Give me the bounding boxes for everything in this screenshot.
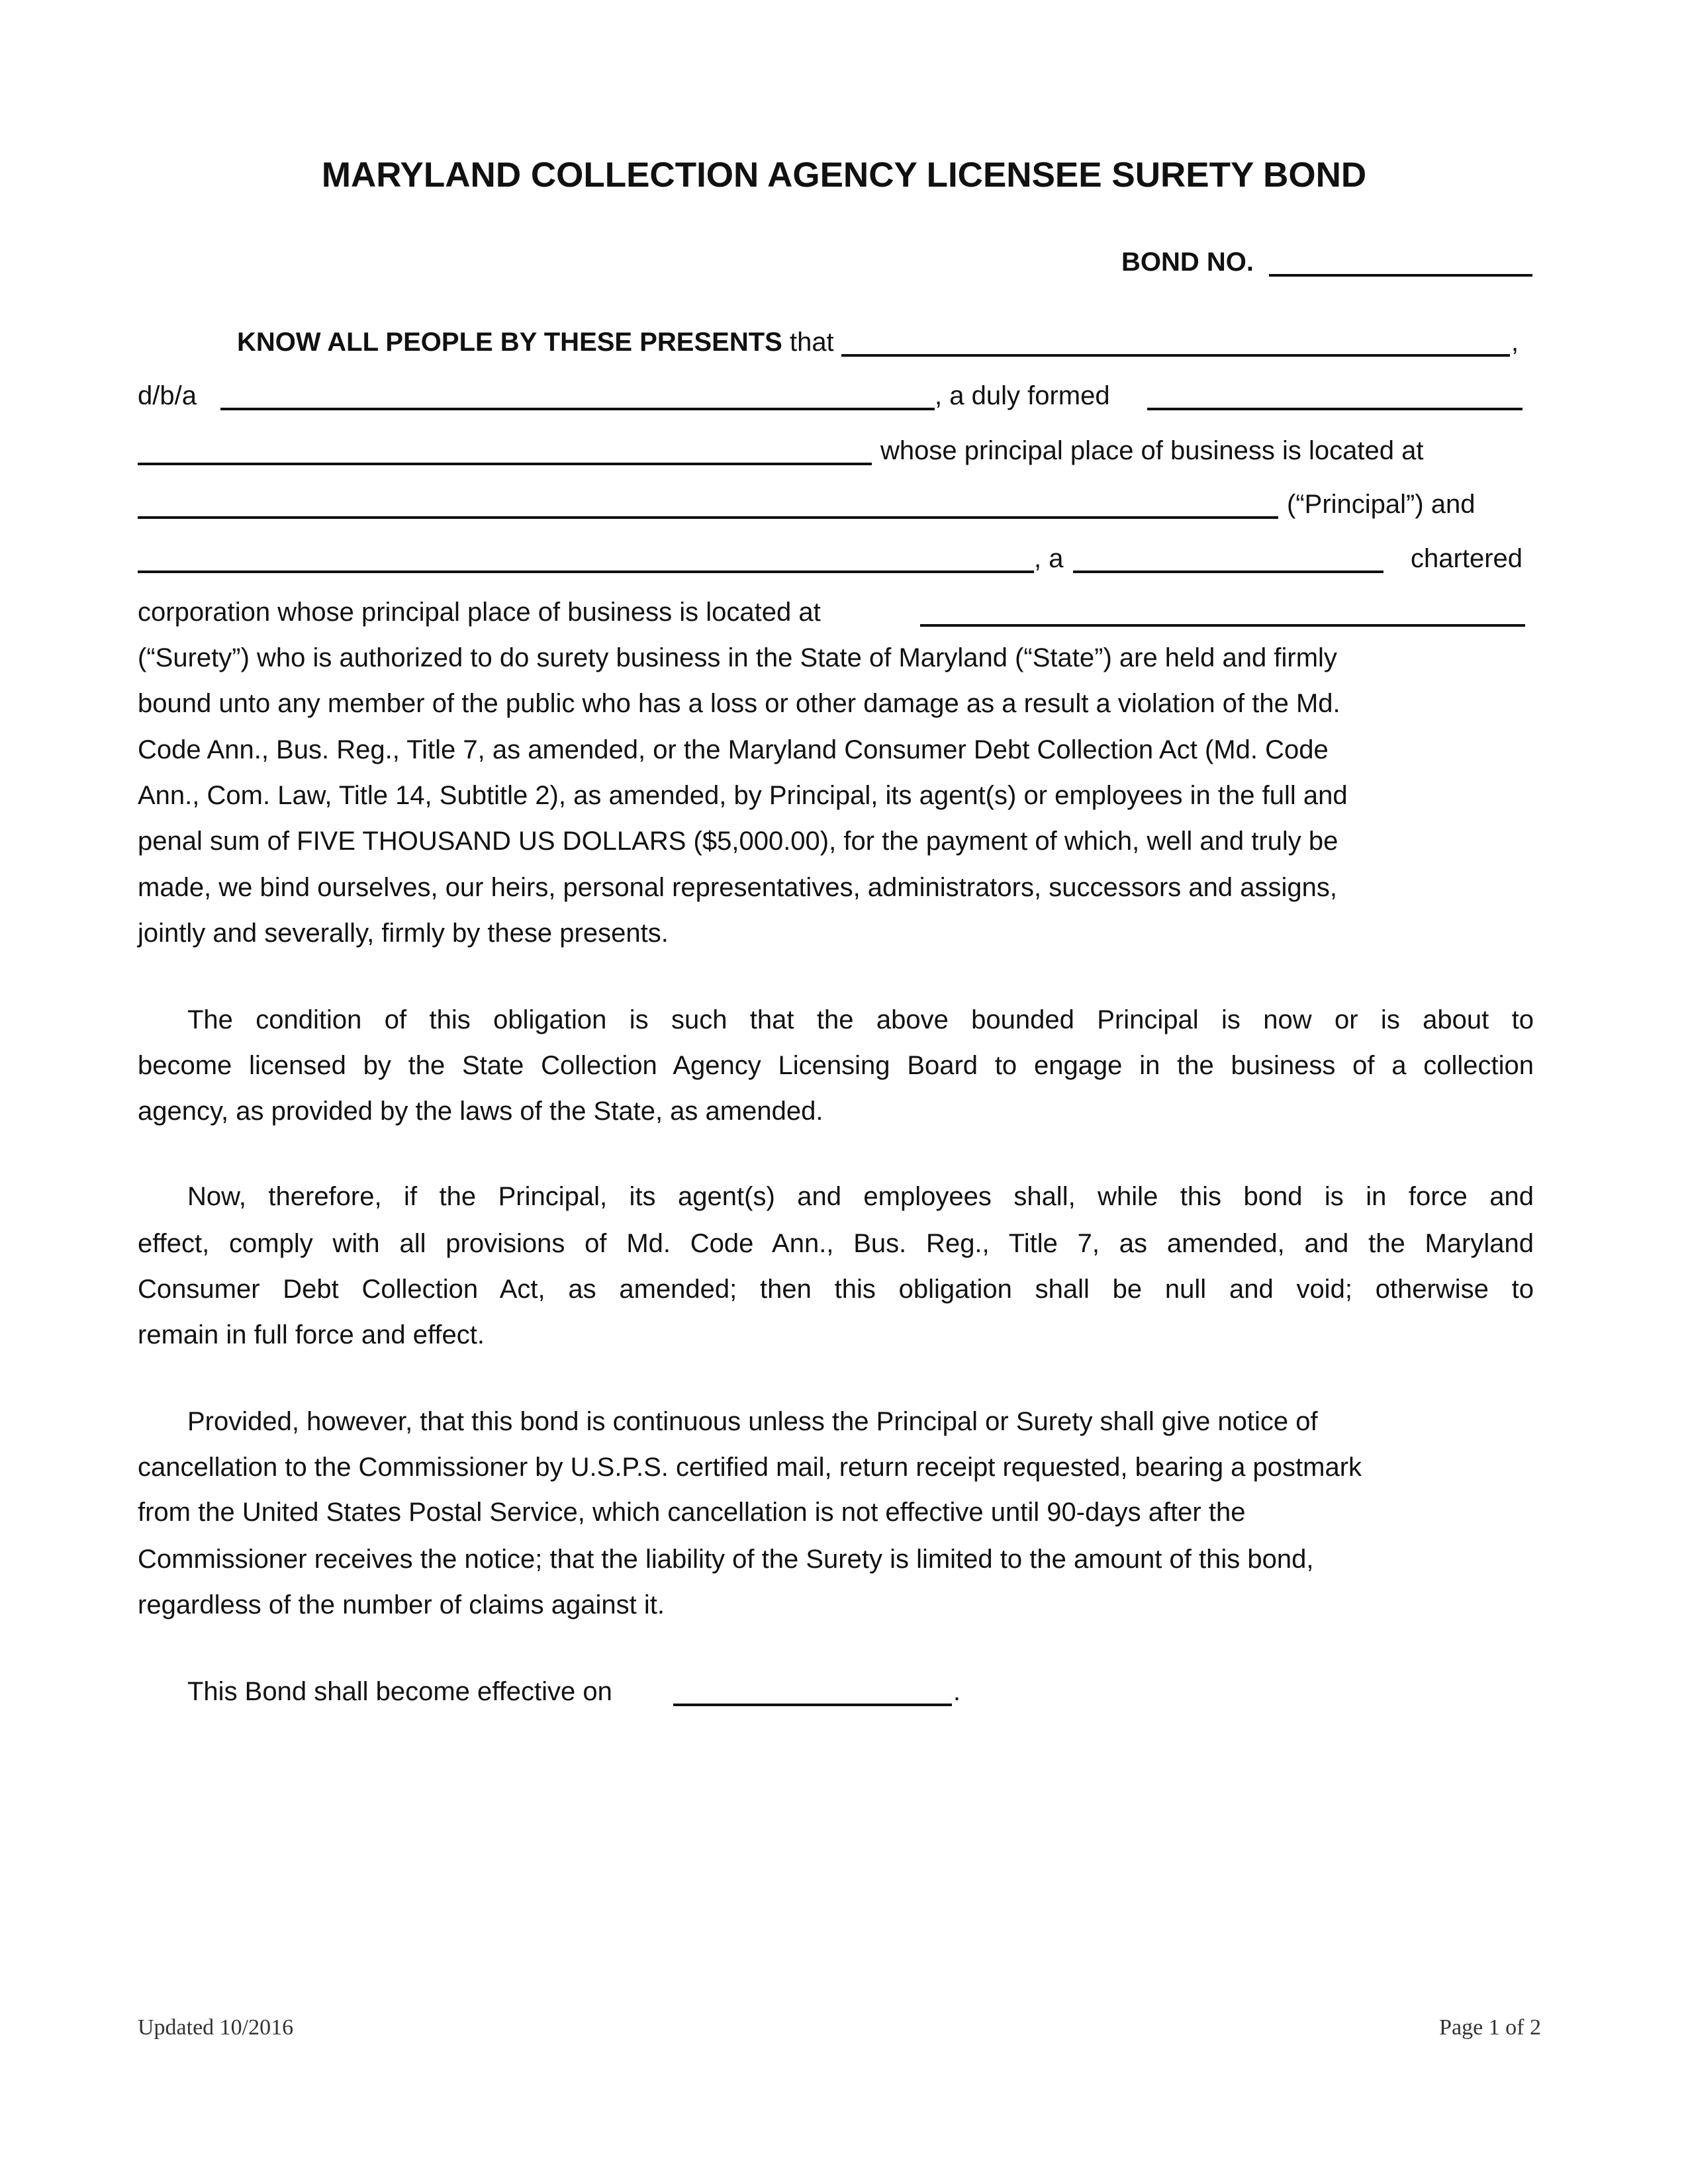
know-all-line [237, 319, 834, 365]
dba-field[interactable] [220, 408, 935, 410]
dba-label: d/b/a [138, 381, 197, 410]
effective-date-field[interactable] [673, 1704, 952, 1706]
para4-line: from the United States Postal Service, which cancellation is not effective until 90-days after the [138, 1498, 1246, 1527]
para1-line: (“Surety”) who is authorized to do surety business in the State of Maryland (“State”) are held and firmly [138, 643, 1337, 672]
para1-line: Code Ann., Bus. Reg., Title 7, as amended, or the Maryland Consumer Debt Collection Act (Md. Code [138, 735, 1329, 764]
principal-label: (“Principal”) and [1287, 490, 1476, 519]
para1-line: Ann., Com. Law, Title 14, Subtitle 2), as amended, by Principal, its agent(s) or employees in the full and [138, 781, 1348, 810]
para3-line: effect, comply with all provisions of Md. Code Ann., Bus. Reg., Title 7, as amended, and the Maryland [138, 1229, 1534, 1258]
principal-name-field[interactable] [841, 354, 1510, 357]
chartered-text: chartered [1411, 544, 1523, 573]
para2-line: The condition of this obligation is such that the above bounded Principal is now or is about to [187, 1005, 1534, 1034]
para4-line: Commissioner receives the notice; that the liability of the Surety is limited to the amount of this bond, [138, 1545, 1314, 1574]
duly-formed-text: , a duly formed [935, 381, 1110, 410]
principal-address-field[interactable] [138, 516, 1278, 519]
para1-line: made, we bind ourselves, our heirs, personal representatives, administrators, successors and assigns, [138, 873, 1337, 902]
para1-line: jointly and severally, firmly by these presents. [138, 919, 669, 948]
para3-line: remain in full force and effect. [138, 1320, 485, 1349]
updated-date: Updated 10/2016 [138, 2015, 294, 2040]
document-title: MARYLAND COLLECTION AGENCY LICENSEE SURETY BOND [321, 156, 1367, 195]
page-number: Page 1 of 2 [1439, 2015, 1541, 2040]
para1-line: penal sum of FIVE THOUSAND US DOLLARS ($5,000.00), for the payment of which, well and truly be [138, 827, 1338, 856]
know-all-heading: KNOW ALL PEOPLE BY THESE PRESENTS [237, 328, 782, 357]
effective-period: . [953, 1677, 961, 1706]
bond-no-field[interactable] [1269, 274, 1532, 277]
that-text: that [789, 328, 834, 357]
surety-state-field[interactable] [1073, 570, 1383, 573]
corporation-text: corporation whose principal place of business is located at [138, 598, 821, 627]
surety-address-field[interactable] [920, 624, 1525, 627]
para4-line: cancellation to the Commissioner by U.S.P.S. certified mail, return receipt requested, bearing a postmark [138, 1453, 1362, 1482]
comma: , [1511, 328, 1519, 357]
state-of-formation-field[interactable] [138, 463, 872, 465]
effective-text: This Bond shall become effective on [187, 1677, 612, 1706]
para2-line: agency, as provided by the laws of the State, as amended. [138, 1097, 823, 1126]
para2-line: become licensed by the State Collection Agency Licensing Board to engage in the business of a collection [138, 1051, 1534, 1080]
para4-line: Provided, however, that this bond is continuous unless the Principal or Surety shall give notice of [187, 1407, 1318, 1436]
a-text: , a [1034, 544, 1064, 573]
para4-line: regardless of the number of claims against it. [138, 1590, 665, 1619]
principal-place-text: whose principal place of business is located at [880, 436, 1424, 465]
bond-no-label: BOND NO. [1121, 248, 1254, 277]
surety-name-field[interactable] [138, 570, 1034, 573]
para1-line: bound unto any member of the public who has a loss or other damage as a result a violation of the Md. [138, 689, 1340, 718]
entity-type-field[interactable] [1147, 408, 1523, 410]
para3-line: Now, therefore, if the Principal, its agent(s) and employees shall, while this bond is in force and [187, 1182, 1534, 1211]
para3-line: Consumer Debt Collection Act, as amended; then this obligation shall be null and void; otherwise to [138, 1275, 1534, 1304]
